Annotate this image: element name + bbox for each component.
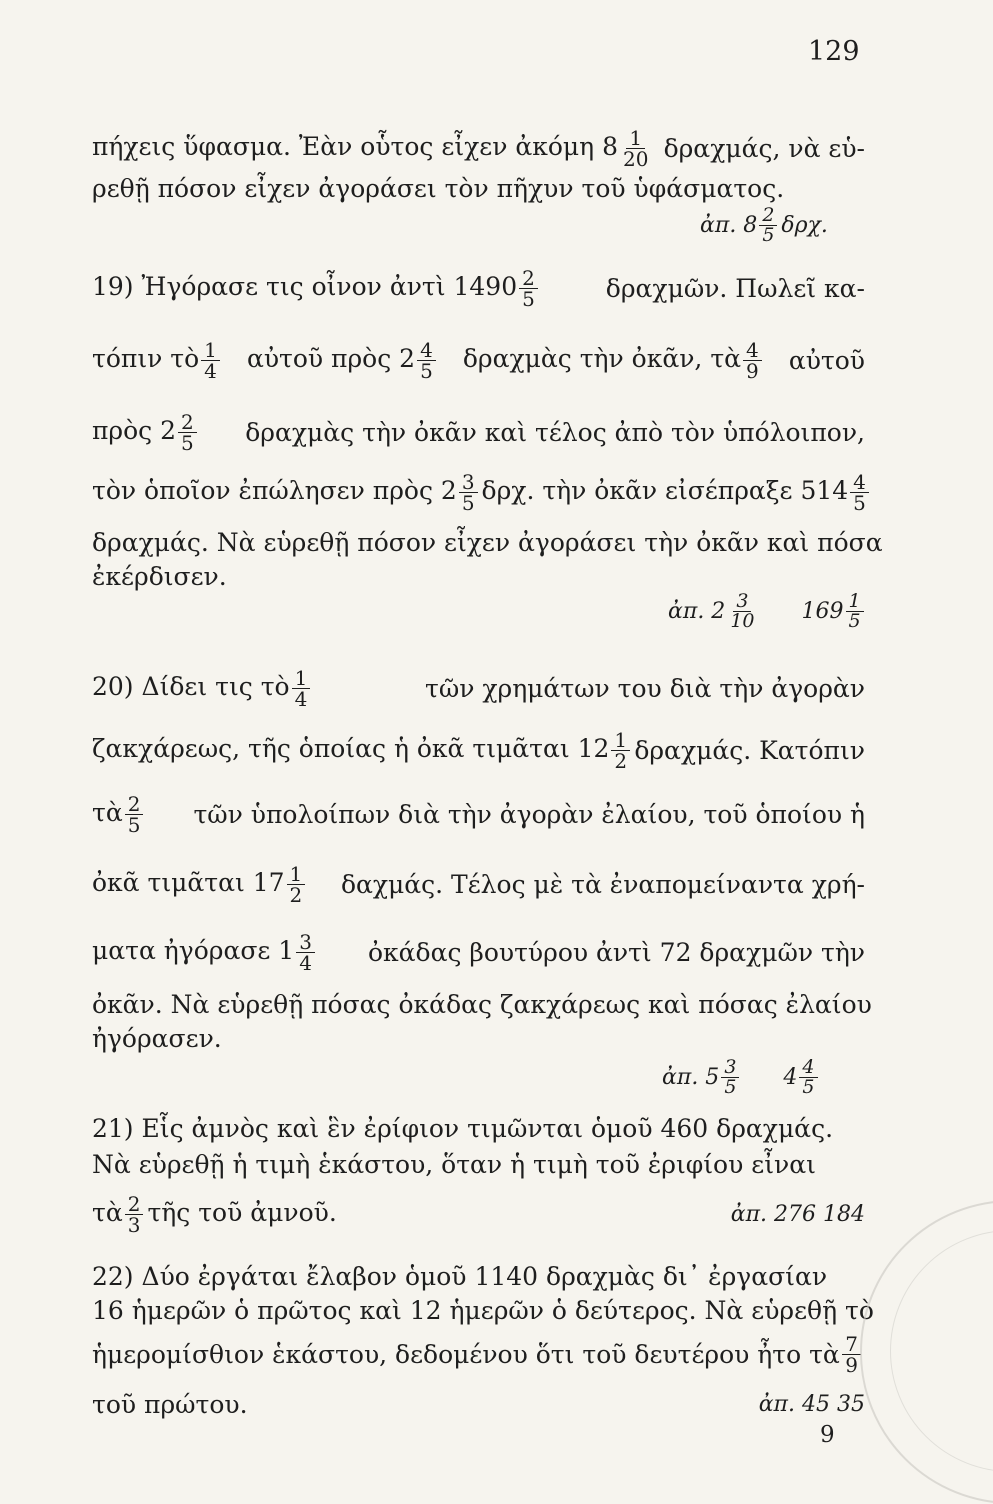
answer-20: ἀπ. 5 3 5 4 4 5 xyxy=(662,1058,822,1097)
problem-20-line-6: ὀκᾶν. Νὰ εὑρεθῇ πόσας ὀκάδας ζακχάρεως καὶ πόσας ἐλαίου xyxy=(92,990,872,1019)
problem-22-line-4: τοῦ πρώτου. ἀπ. 45 35 xyxy=(92,1388,865,1422)
page-number: 129 xyxy=(808,36,860,67)
signature-mark: 9 xyxy=(820,1422,835,1448)
answer-18: ἀπ. 8 2 5 δρχ. xyxy=(700,204,828,246)
problem-20-line-1: 20) Δίδει τις τὸ $\frac{1}{4}$ τῶν χρημάτων του διὰ τὴν ἀγορὰν xyxy=(92,666,865,711)
answer-21: ἀπ. 276 184 xyxy=(730,1201,865,1227)
problem-20-line-4: ὀκᾶ τιμᾶται 17 $\frac{1}{2}$ δαχμάς. Τέλος μὲ τὰ ἐναπομείναντα χρή- xyxy=(92,862,865,907)
problem-20-line-5: ματα ἠγόρασε 1 $\frac{3}{4}$ ὀκάδας βουτύρου ἀντὶ 72 δραχμῶν τὴν xyxy=(92,930,865,975)
fraction: $\frac{1}{20}$ xyxy=(623,126,649,171)
problem-19-line-2: τόπιν τὸ $\frac{1}{4}$ αὐτοῦ πρὸς 2 $\frac{4}{5}$ δραχμὰς τὴν ὀκᾶν, τὰ $\frac{4}{9}$ αὐτοῦ xyxy=(92,338,865,383)
problem-20-line-2: ζακχάρεως, τῆς ὁποίας ἡ ὀκᾶ τιμᾶται 12 $\frac{1}{2}$ δραχμάς. Κατόπιν xyxy=(92,728,865,773)
problem-19-line-3: πρὸς 2 $\frac{2}{5}$ δραχμὰς τὴν ὀκᾶν καὶ τέλος ἀπὸ τὸν ὑπόλοιπον, xyxy=(92,410,865,455)
text-line-1: πήχεις ὕφασμα. Ἐὰν οὗτος εἶχεν ἀκόμη 8 $\frac{1}{20}$ δραχμάς, νὰ εὑ- xyxy=(92,126,865,171)
problem-21-line-1: 21) Εἷς ἀμνὸς καὶ ἓν ἐρίφιον τιμῶνται ὁμοῦ 460 δραχμάς. xyxy=(92,1114,834,1143)
problem-19-line-1: 19) Ἠγόρασε τις οἶνον ἀντὶ 1490 $\frac{2}{5}$ δραχμῶν. Πωλεῖ κα- xyxy=(92,266,865,311)
problem-19-line-4: τὸν ὁποῖον ἐπώλησεν πρὸς 2 $\frac{3}{5}$ δρχ. τὴν ὀκᾶν εἰσέπραξε 514 4 5 xyxy=(92,472,865,513)
problem-20-line-3: τὰ $\frac{2}{5}$ τῶν ὑπολοίπων διὰ τὴν ἀγορὰν ἐλαίου, τοῦ ὁποίου ἡ xyxy=(92,792,865,837)
problem-22-line-2: 16 ἡμερῶν ὁ πρῶτος καὶ 12 ἡμερῶν ὁ δεύτερος. Νὰ εὑρεθῇ τὸ xyxy=(92,1296,874,1325)
problem-20-line-7: ἠγόρασεν. xyxy=(92,1024,222,1053)
problem-19-line-6: ἐκέρδισεν. xyxy=(92,562,227,591)
problem-22-line-3: ἡμερομίσθιον ἑκάστου, δεδομένου ὅτι τοῦ δευτέρου ἦτο τὰ 7 9 xyxy=(92,1334,865,1375)
problem-21-line-3: τὰ $\frac{2}{3}$ τῆς τοῦ ἀμνοῦ. ἀπ. 276 184 xyxy=(92,1192,865,1237)
problem-22-line-1: 22) Δύο ἐργάται ἔλαβον ὁμοῦ 1140 δραχμὰς δι᾿ ἐργασίαν xyxy=(92,1262,828,1291)
text-line-2: ρεθῇ πόσον εἶχεν ἀγοράσει τὸν πῆχυν τοῦ ὑφάσματος. xyxy=(92,174,785,203)
problem-21-line-2: Νὰ εὑρεθῇ ἡ τιμὴ ἑκάστου, ὅταν ἡ τιμὴ τοῦ ἐριφίου εἶναι xyxy=(92,1150,816,1179)
problem-19-line-5: δραχμάς. Νὰ εὑρεθῇ πόσον εἶχεν ἀγοράσει τὴν ὀκᾶν καὶ πόσα xyxy=(92,528,883,557)
answer-22: ἀπ. 45 35 xyxy=(758,1392,865,1417)
answer-19: ἀπ. 2 3 10 169 1 5 xyxy=(668,592,868,631)
